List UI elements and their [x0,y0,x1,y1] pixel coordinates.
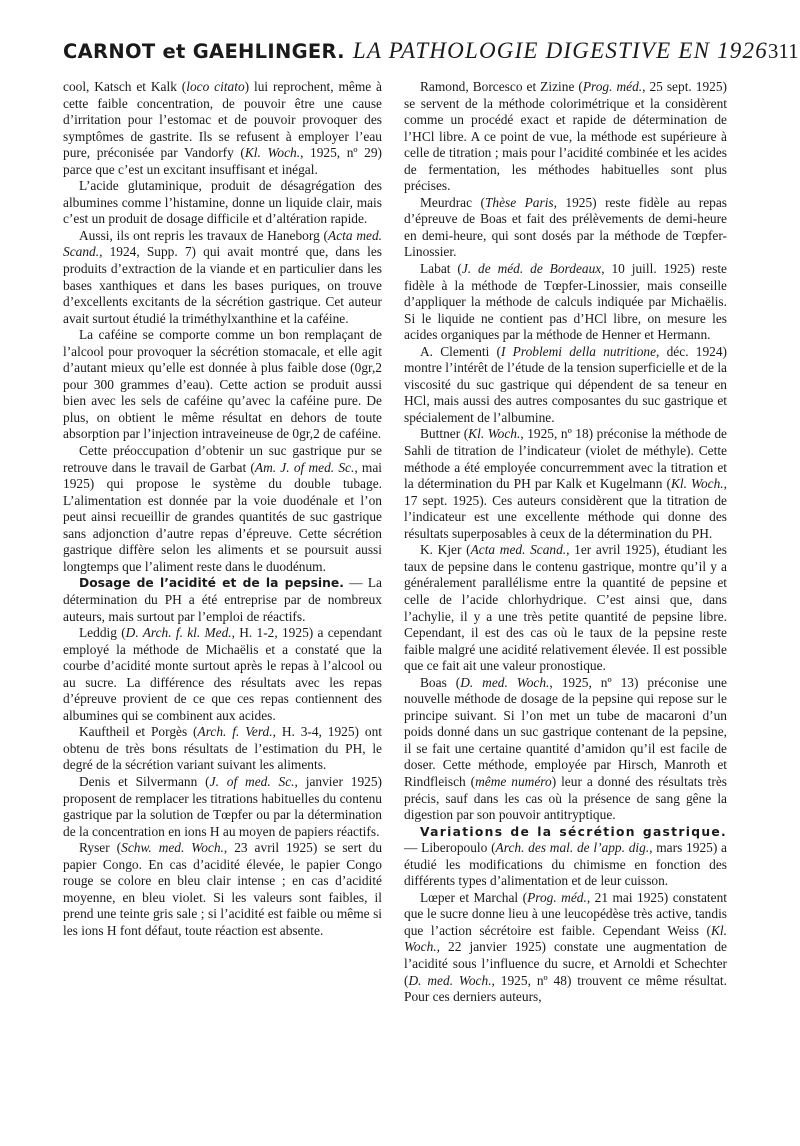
paragraph: Boas (D. med. Woch., 1925, nº 13) préconise une nouvelle méthode de dosage de la pepsine qui repose sur le principe suivant. Si l’on met un tube de macaroni d’un poids donné dans un suc gastrique contenant de la pepsine, il se fait une certaine quantité d’amidon qu’il est facile de doser. Cette méthode, employée par Hirsch, Manroth et Rindfleisch (même numéro) leur a donné des résultats très précis, sauf dans les cas où la présence de sang gêne la digestion par son pouvoir antitryptique. [404,674,728,823]
section-heading: Variations de la sécrétion gastrique. [420,824,727,839]
paragraph: Aussi, ils ont repris les travaux de Haneborg (Acta med. Scand., 1924, Supp. 7) qui avait montré que, dans les produits d’extraction de la viande et en particulier dans les bases xanthiques et dans les bases puriques, on trouve d’excellents excitants de la sécrétion gastrique. Cet auteur avait surtout étudié la triméthylxanthine et la caféine. [63,227,382,326]
section-heading: Dosage de l’acidité et de la pepsine. [79,576,344,591]
paragraph: A. Clementi (I Problemi della nutritione, déc. 1924) montre l’intérêt de l’étude de la tension superficielle et de la viscosité du suc gastrique qui dépendent de sa teneur en HCl, mais aussi des autres composantes du suc gastrique et spécialement de l’albumine. [404,343,727,425]
section-paragraph: Variations de la sécrétion gastrique. — Liberopoulo (Arch. des mal. de l’app. dig., mars 1925) a étudié les modifications du chimisme en fonction des différents types d’alimentation et de leur cuisson. [404,824,727,889]
paragraph: Ramond, Borcesco et Zizine (Prog. méd., 25 sept. 1925) se servent de la méthode colorimétrique et la considèrent comme un procédé exact et rapide de détermination de l’HCl libre. A ce point de vue, la méthode est supérieure à celle de titration ; mais pour l’acidité combinée et les acides de fermentation, les méthodes habituelles sont plus précises. [404,79,727,194]
paragraph: Cette préoccupation d’obtenir un suc gastrique pur se retrouve dans le travail de Garbat (Am. J. of med. Sc., mai 1925) qui propose le système du double tubage. L’alimentation est donnée par la voie duodénale et l’on peut ainsi recueillir de grandes quantités de suc gastrique sans adjonction d’autre repas d’épreuve. Cette sécrétion gastrique diffère selon les aliments et se poursuit aussi longtemps que l’aliment reste dans le duodénum. [63,443,382,574]
paragraph: L’acide glutaminique, produit de désagrégation des albumines comme l’histamine, donne un liquide clair, mais c’est un produit de dosage difficile et d’altération rapide. [63,178,382,227]
paragraph: Lœper et Marchal (Prog. méd., 21 mai 1925) constatent que le sucre donne lieu à une leucopédèse très active, tandis que l’action sécrétoire est faible. Cependant Weiss (Kl. Woch., 22 janvier 1925) constate une augmentation de l’acidité sous l’influence du sucre, et Arnoldi et Schechter (D. med. Woch., 1925, nº 48) trouvent ce même résultat. Pour ces derniers auteurs, [404,889,727,1005]
paragraph: Meurdrac (Thèse Paris, 1925) reste fidèle au repas d’épreuve de Boas et fait des prélèvements de demi-heure en demi-heure, qui sont dosés par la méthode de Tœpfer-Linossier. [404,194,727,260]
section-paragraph: Dosage de l’acidité et de la pepsine. — La détermination du PH a été entreprise par de nombreux auteurs, mais surtout par l’emploi de réactifs. [63,575,382,624]
running-header [63,38,799,72]
header-title: LA PATHOLOGIE DIGESTIVE EN 1926 [352,38,768,63]
paragraph: La caféine se comporte comme un bon remplaçant de l’alcool pour provoquer la sécrétion stomacale, et elle agit d’autant mieux qu’elle est donnée à plus faible dose (0gr,2 pour 300 grammes d’eau). Cette action se produit aussi bien avec les sels de caféine qu’avec la caféine pure. De plus, on obtient le même résultat en dehors de toute absorption par l’injection intraveineuse de 0gr,2 de caféine. [63,327,382,442]
paragraph: Leddig (D. Arch. f. kl. Med., H. 1-2, 1925) a cependant employé la méthode de Michaëlis et a constaté que la courbe d’acidité monte surtout après le repas à l’alcool ou au sucre. La différence des résultats avec les repas d’épreuve provient de ce que ces repas contiennent des albumines qui se combinent aux acides. [63,625,382,723]
page-number: 311 [767,39,799,63]
paragraph: Denis et Silvermann (J. of med. Sc., janvier 1925) proposent de remplacer les titrations habituelles du contenu gastrique par la solution de Tœpfer ou par la détermination de la concentration en ions H au moyen de papiers réactifs. [63,773,382,839]
paragraph: cool, Katsch et Kalk (loco citato) lui reprochent, même à cette faible concentration, de pouvoir être une cause d’irritation pour l’estomac et de pouvoir provoquer des symptômes de gastrite. Ils se refusent à employer l’eau pure, préconisée par Vandorfy (Kl. Woch., 1925, nº 29) parce que c’est un excitant insuffisant et inégal. [63,79,382,177]
right-column [404,79,727,1006]
paragraph: Buttner (Kl. Woch., 1925, nº 18) préconise la méthode de Sahli de titration de l’indicateur (violet de méthyle). Cette méthode a été employée concurremment avec la titration et la détermination du PH par Kalk et Kugelmann (Kl. Woch., 17 sept. 1925). Ces auteurs considèrent que la titration de l’indicateur est une excellente méthode qui donne des résultats superposables à ceux de la détermination du PH. [404,426,727,541]
paragraph: Kauftheil et Porgès (Arch. f. Verd., H. 3-4, 1925) ont obtenu de très bons résultats de l’estimation du PH, le degré de la sécrétion variant suivant les aliments. [63,724,382,773]
paragraph: Labat (J. de méd. de Bordeaux, 10 juill. 1925) reste fidèle à la méthode de Tœpfer-Linossier, mais conseille d’appliquer la méthode de calculs indiquée par Michaëlis. Si le liquide ne contient pas d’HCl libre, on mesure les acides organiques par la méthode de Henner et Hermann. [404,261,727,343]
left-column [63,79,382,939]
header-authors: CARNOT et GAEHLINGER. [63,40,345,63]
paragraph: K. Kjer (Acta med. Scand., 1er avril 1925), étudiant les taux de pepsine dans le contenu gastrique, montre qu’il y a généralement parallélisme entre la quantité de pepsine et celle de l’acide chlorhydrique. C’est ainsi que, dans l’achylie, il y a une très petite quantité de pepsine libre. Cependant, il est des cas où le taux de la pepsine reste faible malgré une acidité relativement élevée. Il est possible que ce fait ait une valeur pronostique. [404,542,727,674]
paragraph: Ryser (Schw. med. Woch., 23 avril 1925) se sert du papier Congo. En cas d’acidité élevée, le papier Congo rouge se colore en bleu clair intense ; en cas d’acidité moyenne, en bleu violet. Si les valeurs sont faibles, il prend une teinte gris sale ; si l’acidité est faible ou même si les ions H font défaut, toute réaction est absente. [63,840,383,938]
